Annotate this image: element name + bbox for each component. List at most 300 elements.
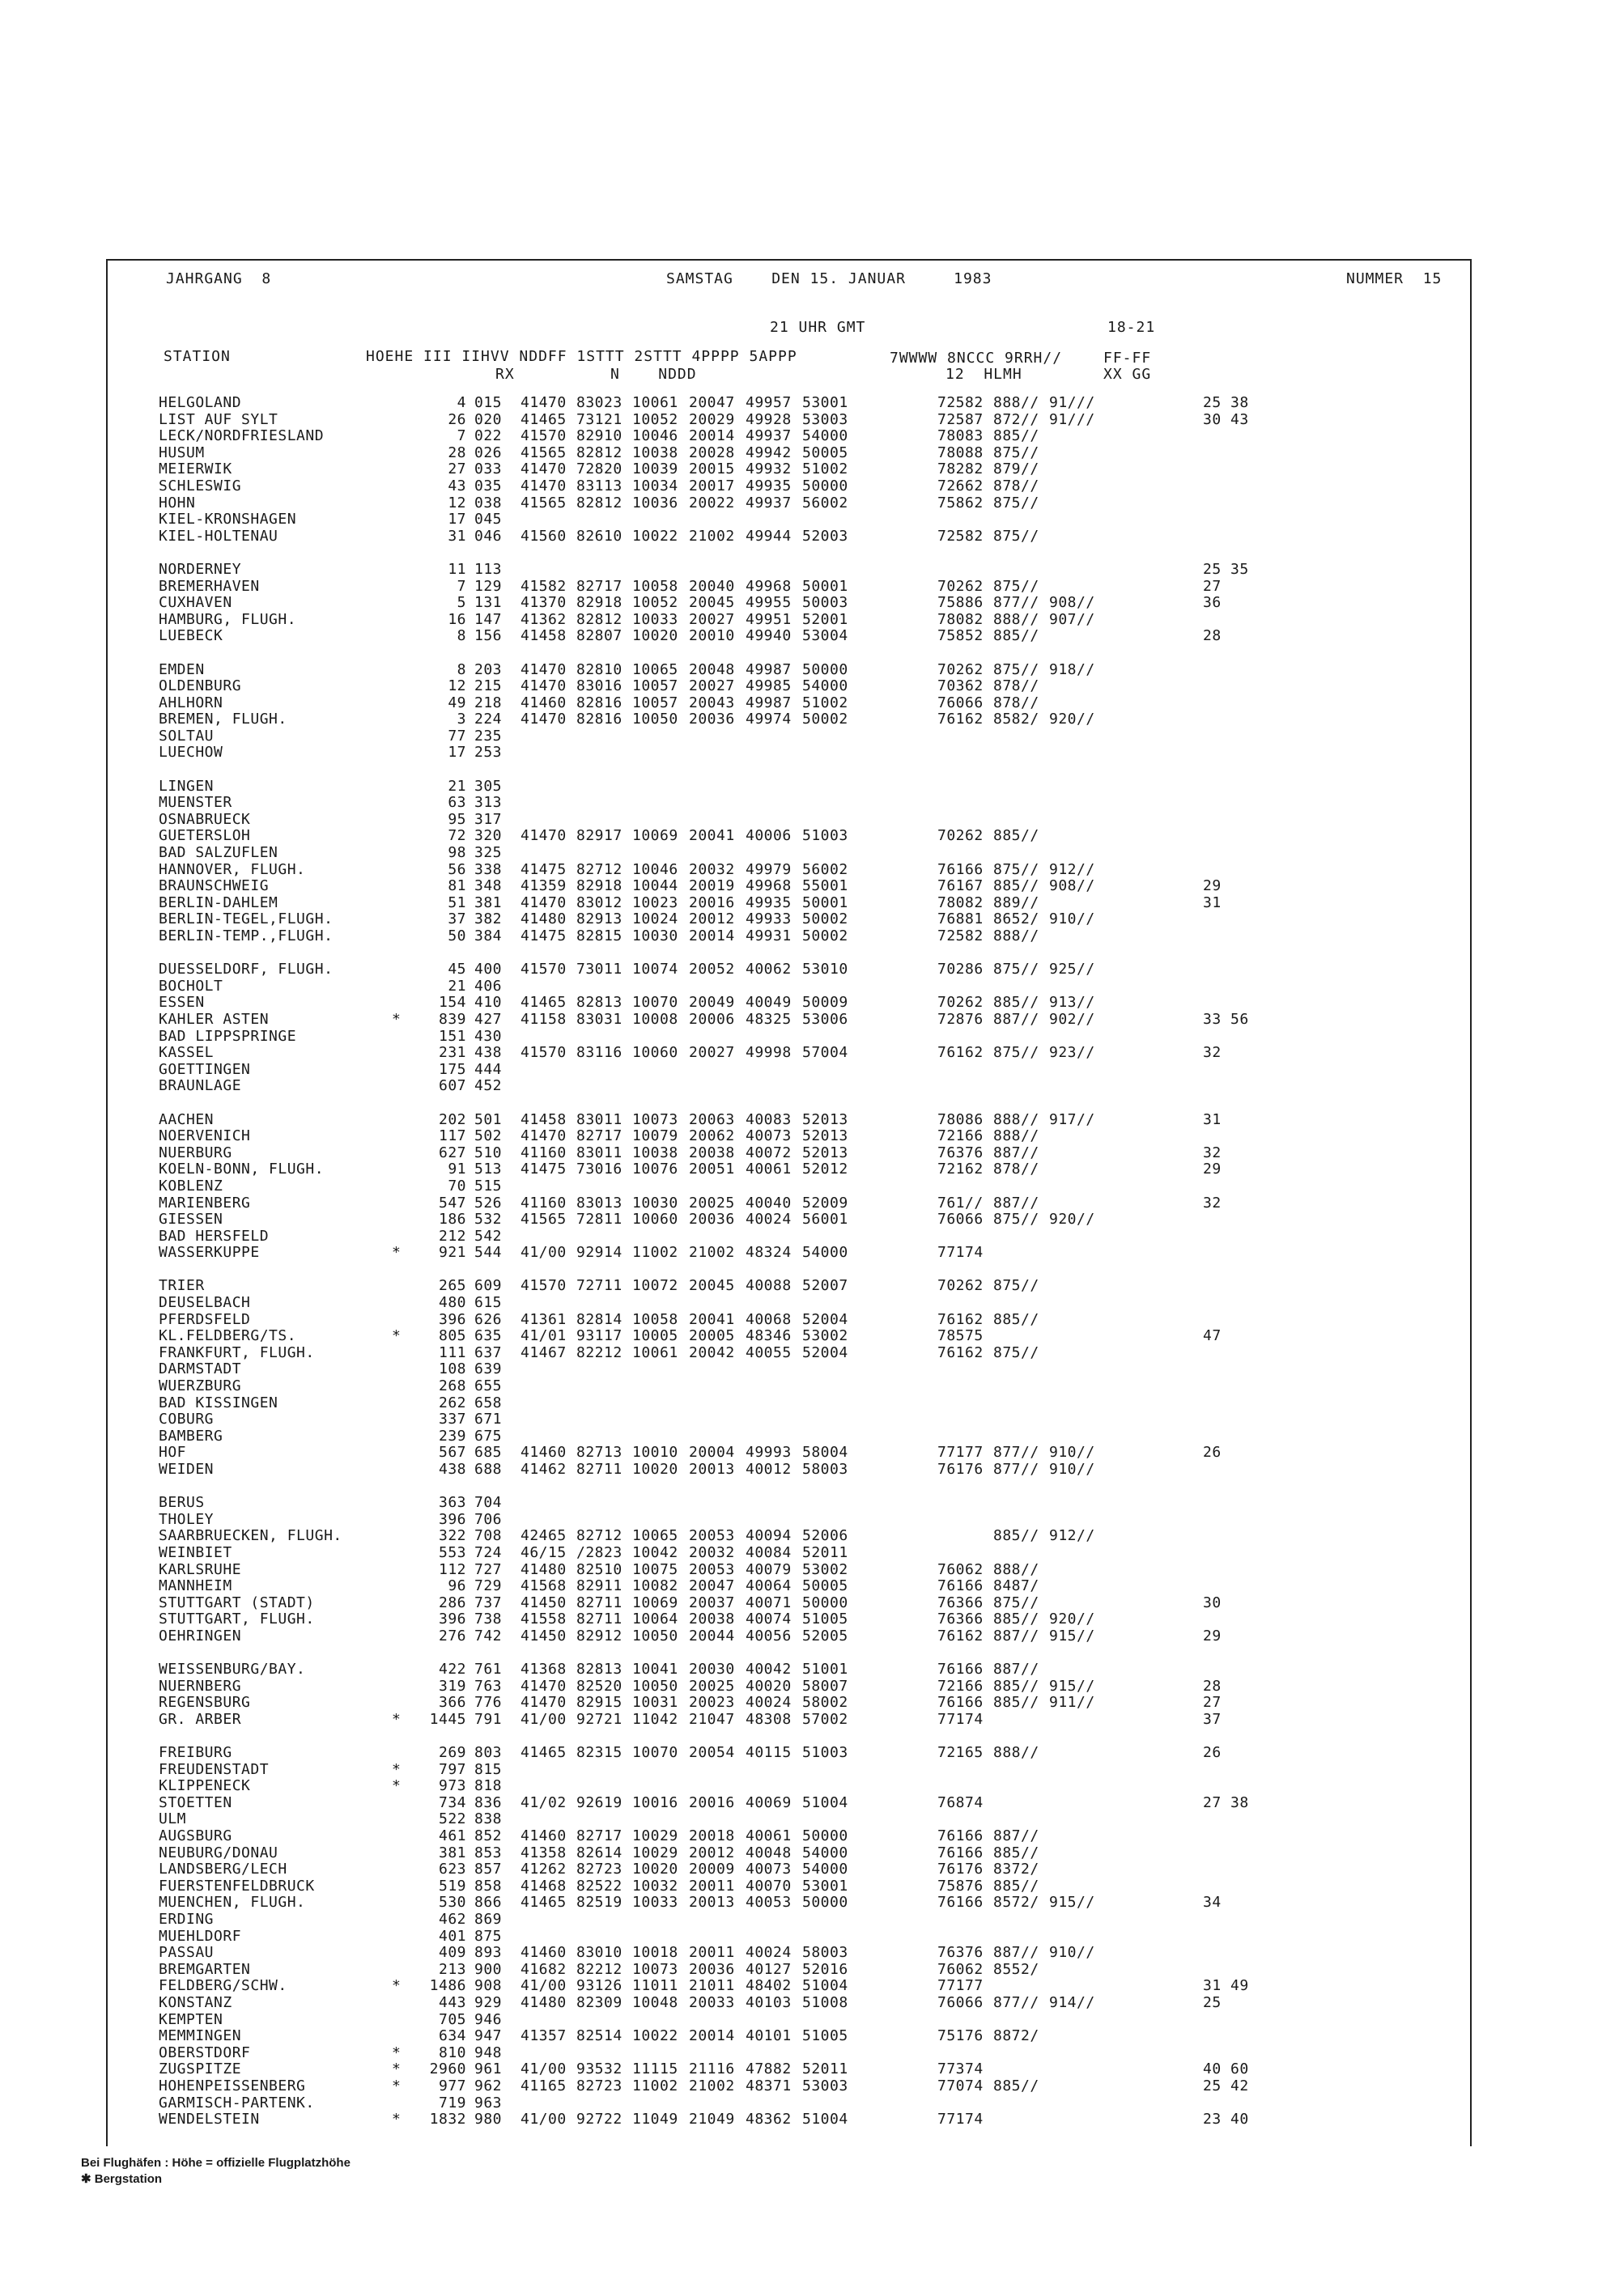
synop-group: 58007 xyxy=(802,1677,848,1695)
station-name: KARLSRUHE xyxy=(159,1560,242,1578)
weather-group: 875// xyxy=(993,443,1039,461)
weather-group: 915// xyxy=(1049,1677,1095,1695)
weather-group: 878// xyxy=(993,477,1039,494)
synop-group: 20014 xyxy=(689,427,735,445)
station-height: 239 xyxy=(438,1427,466,1445)
synop-group: 41565 xyxy=(521,494,567,511)
gust-column-subheader: XX GG xyxy=(1103,366,1152,383)
station-height: 401 xyxy=(438,1927,466,1945)
synop-group: 48308 xyxy=(746,1710,792,1728)
footnote-mountain-station: ✱ Bergstation xyxy=(81,2172,163,2186)
station-id: 218 xyxy=(474,694,503,711)
wind-gust: 31 xyxy=(1203,1110,1222,1128)
station-id: 026 xyxy=(474,443,503,461)
synop-group: 49932 xyxy=(746,460,792,478)
station-name: LINGEN xyxy=(159,777,215,795)
synop-group: 41370 xyxy=(521,594,567,612)
station-id: 869 xyxy=(474,1911,503,1929)
weather-group: 72582 xyxy=(937,394,984,411)
station-name: OSNABRUECK xyxy=(159,810,251,828)
synop-group: 41570 xyxy=(521,1044,567,1062)
synop-group: 10031 xyxy=(632,1694,678,1712)
synop-group: 41460 xyxy=(521,1444,567,1462)
weather-group: 889// xyxy=(993,893,1039,911)
synop-group: 82913 xyxy=(576,910,623,928)
synop-group: 82812 xyxy=(576,494,623,511)
station-name: FUERSTENFELDBRUCK xyxy=(159,1877,315,1895)
synop-group: 40071 xyxy=(746,1594,792,1611)
weather-group: 914// xyxy=(1049,1994,1095,2011)
synop-group: 58004 xyxy=(802,1444,848,1462)
station-id: 727 xyxy=(474,1560,503,1578)
weather-group: 76166 xyxy=(937,1694,984,1712)
synop-group: 82514 xyxy=(576,2027,623,2045)
station-height: 705 xyxy=(438,2010,466,2028)
station-name: MUEHLDORF xyxy=(159,1927,242,1945)
station-height: 269 xyxy=(438,1744,466,1762)
synop-group: 10023 xyxy=(632,893,678,911)
station-id: 724 xyxy=(474,1543,503,1561)
station-id: 444 xyxy=(474,1060,503,1078)
station-height: 805 xyxy=(438,1327,466,1345)
station-id: 224 xyxy=(474,711,503,728)
synop-group: 82910 xyxy=(576,427,623,445)
weather-group: 8652/ xyxy=(993,910,1039,928)
synop-group: 41361 xyxy=(521,1310,567,1328)
weather-group: 885// xyxy=(993,1527,1039,1545)
station-id: 929 xyxy=(474,1994,503,2011)
synop-group: 41358 xyxy=(521,1844,567,1861)
synop-group: 41160 xyxy=(521,1194,567,1212)
station-id: 022 xyxy=(474,427,503,445)
station-height: 96 xyxy=(448,1577,466,1595)
weather-group: 70262 xyxy=(937,994,984,1012)
synop-group: 50003 xyxy=(802,594,848,612)
synop-group: 41480 xyxy=(521,1560,567,1578)
station-id: 515 xyxy=(474,1177,503,1195)
synop-group: 20009 xyxy=(689,1861,735,1878)
station-id: 852 xyxy=(474,1827,503,1845)
station-height: 8 xyxy=(457,660,466,678)
synop-group: 40084 xyxy=(746,1543,792,1561)
station-id: 532 xyxy=(474,1211,503,1229)
weather-group: 75852 xyxy=(937,627,984,645)
synop-group: 49933 xyxy=(746,910,792,928)
synop-group: 20010 xyxy=(689,627,735,645)
station-height: 268 xyxy=(438,1377,466,1395)
station-height: 31 xyxy=(448,527,466,545)
station-name: STOETTEN xyxy=(159,1793,232,1811)
synop-group: 10061 xyxy=(632,1343,678,1361)
weather-group: 918// xyxy=(1049,660,1095,678)
synop-group: 20006 xyxy=(689,1010,735,1028)
synop-group: 41565 xyxy=(521,443,567,461)
station-id: 961 xyxy=(474,2060,503,2078)
weather-group: 887// xyxy=(993,1627,1039,1645)
wind-gust: 29 xyxy=(1203,1627,1222,1645)
station-name: WASSERKUPPE xyxy=(159,1244,260,1262)
wind-gust: 25 38 xyxy=(1203,394,1249,411)
station-height: 17 xyxy=(448,511,466,528)
mountain-station-marker: * xyxy=(392,2043,402,2061)
synop-group: 10065 xyxy=(632,660,678,678)
station-name: FELDBERG/SCHW. xyxy=(159,1977,287,1995)
synop-group: 82212 xyxy=(576,1343,623,1361)
synop-group: 20013 xyxy=(689,1461,735,1478)
synop-group: 10046 xyxy=(632,427,678,445)
synop-group: 20012 xyxy=(689,1844,735,1861)
synop-group: 20043 xyxy=(689,694,735,711)
synop-group: 40079 xyxy=(746,1560,792,1578)
weather-group: 878// xyxy=(993,677,1039,695)
synop-group: 10029 xyxy=(632,1844,678,1861)
station-height: 111 xyxy=(438,1343,466,1361)
station-name: STUTTGART (STADT) xyxy=(159,1594,315,1611)
synop-group: 50001 xyxy=(802,577,848,595)
synop-group: 41470 xyxy=(521,1677,567,1695)
synop-group: 40024 xyxy=(746,1944,792,1962)
synop-group: 53002 xyxy=(802,1560,848,1578)
station-id: 502 xyxy=(474,1127,503,1145)
synop-group: 40070 xyxy=(746,1877,792,1895)
weather-group: 888// xyxy=(993,610,1039,628)
station-id: 637 xyxy=(474,1343,503,1361)
weather-group: 72582 xyxy=(937,927,984,944)
synop-group: 20038 xyxy=(689,1611,735,1628)
wind-gust: 23 40 xyxy=(1203,2111,1249,2128)
station-id: 338 xyxy=(474,860,503,878)
synop-group: 40127 xyxy=(746,1960,792,1978)
synop-group: 40024 xyxy=(746,1694,792,1712)
weather-group: 875// xyxy=(993,1594,1039,1611)
observation-period: 18-21 xyxy=(1107,319,1156,336)
synop-group: 41470 xyxy=(521,460,567,478)
synop-group: 10076 xyxy=(632,1161,678,1178)
synop-group: 10069 xyxy=(632,827,678,845)
station-name: LECK/NORDFRIESLAND xyxy=(159,427,325,445)
synop-group: 41480 xyxy=(521,1994,567,2011)
wind-gust: 27 38 xyxy=(1203,1793,1249,1811)
station-id: 384 xyxy=(474,927,503,944)
synop-group: 50002 xyxy=(802,711,848,728)
synop-group: 40103 xyxy=(746,1994,792,2011)
station-id: 815 xyxy=(474,1760,503,1778)
weather-group: 76162 xyxy=(937,1310,984,1328)
synop-group: 20019 xyxy=(689,877,735,895)
station-id: 501 xyxy=(474,1110,503,1128)
synop-group: 41465 xyxy=(521,994,567,1012)
synop-group: 49935 xyxy=(746,477,792,494)
station-id: 147 xyxy=(474,610,503,628)
synop-group: 20027 xyxy=(689,1044,735,1062)
synop-group: 41/00 xyxy=(521,2060,567,2078)
station-name: HANNOVER, FLUGH. xyxy=(159,860,306,878)
station-height: 21 xyxy=(448,977,466,995)
synop-group: 50000 xyxy=(802,1827,848,1845)
station-height: 1832 xyxy=(429,2111,466,2128)
synop-group: 41475 xyxy=(521,860,567,878)
synop-group: 41470 xyxy=(521,827,567,845)
synop-group: 10016 xyxy=(632,1793,678,1811)
synop-group: 20025 xyxy=(689,1194,735,1212)
mountain-station-marker: * xyxy=(392,1760,402,1778)
station-name: NOERVENICH xyxy=(159,1127,251,1145)
weather-group: 885// xyxy=(993,827,1039,845)
station-name: AHLHORN xyxy=(159,694,223,711)
weather-group: 76162 xyxy=(937,1627,984,1645)
weather-group: 77074 xyxy=(937,2077,984,2094)
synop-group: 52004 xyxy=(802,1343,848,1361)
synop-group: 48402 xyxy=(746,1977,792,1995)
synop-group: 52004 xyxy=(802,1310,848,1328)
station-height: 112 xyxy=(438,1560,466,1578)
weather-group: 75862 xyxy=(937,494,984,511)
mountain-station-marker: * xyxy=(392,1977,402,1995)
synop-group: 51003 xyxy=(802,1744,848,1762)
station-name: WUERZBURG xyxy=(159,1377,242,1395)
station-id: 948 xyxy=(474,2043,503,2061)
weather-group: 70286 xyxy=(937,961,984,978)
station-name: WEIDEN xyxy=(159,1461,215,1478)
synop-group: 20029 xyxy=(689,410,735,428)
synop-group: 49931 xyxy=(746,927,792,944)
synop-group: 82717 xyxy=(576,577,623,595)
synop-group: 82520 xyxy=(576,1677,623,1695)
station-name: KL.FELDBERG/TS. xyxy=(159,1327,297,1345)
station-height: 522 xyxy=(438,1810,466,1828)
synop-group: 82815 xyxy=(576,927,623,944)
station-name: KONSTANZ xyxy=(159,1994,232,2011)
synop-group: 49957 xyxy=(746,394,792,411)
synop-group: 82723 xyxy=(576,1861,623,1878)
synop-group: 52013 xyxy=(802,1144,848,1161)
station-height: 519 xyxy=(438,1877,466,1895)
weather-group: 8552/ xyxy=(993,1960,1039,1978)
synop-group: 21002 xyxy=(689,2077,735,2094)
weather-group: 910// xyxy=(1049,1461,1095,1478)
synop-group: 49951 xyxy=(746,610,792,628)
station-id: 738 xyxy=(474,1611,503,1628)
synop-group: 83113 xyxy=(576,477,623,494)
weather-group: 76366 xyxy=(937,1594,984,1611)
synop-group: 51003 xyxy=(802,827,848,845)
station-name: AUGSBURG xyxy=(159,1827,232,1845)
station-name: TRIER xyxy=(159,1277,205,1295)
station-id: 215 xyxy=(474,677,503,695)
synop-group: 82813 xyxy=(576,994,623,1012)
station-id: 803 xyxy=(474,1744,503,1762)
synop-group: 20011 xyxy=(689,1877,735,1895)
synop-group: 82717 xyxy=(576,1827,623,1845)
weather-group: 885// xyxy=(993,1877,1039,1895)
weather-column-subheader: 12 HLMH xyxy=(945,366,1022,383)
station-name: NUERNBERG xyxy=(159,1677,242,1695)
weather-group: 887// xyxy=(993,1194,1039,1212)
station-height: 91 xyxy=(448,1161,466,1178)
synop-group: 58003 xyxy=(802,1944,848,1962)
synop-group: 73011 xyxy=(576,961,623,978)
synop-group: 82917 xyxy=(576,827,623,845)
weather-group: 70262 xyxy=(937,1277,984,1295)
gust-column-header: FF-FF xyxy=(1103,350,1152,367)
station-id: 866 xyxy=(474,1894,503,1912)
station-name: CUXHAVEN xyxy=(159,594,232,612)
synop-group: 52016 xyxy=(802,1960,848,1978)
mountain-station-marker: * xyxy=(392,1710,402,1728)
weather-group: 8872/ xyxy=(993,2027,1039,2045)
weather-group: 875// xyxy=(993,660,1039,678)
wind-gust: 26 xyxy=(1203,1444,1222,1462)
synop-group: 10038 xyxy=(632,443,678,461)
station-height: 77 xyxy=(448,727,466,745)
synop-group: 48324 xyxy=(746,1244,792,1262)
weather-group: 8582/ xyxy=(993,711,1039,728)
synop-group: 10034 xyxy=(632,477,678,494)
station-id: 635 xyxy=(474,1327,503,1345)
station-height: 1486 xyxy=(429,1977,466,1995)
synop-group: 92619 xyxy=(576,1793,623,1811)
station-name: BRAUNSCHWEIG xyxy=(159,877,270,895)
synop-group: 11115 xyxy=(632,2060,678,2078)
synop-group: 40040 xyxy=(746,1194,792,1212)
weather-group: 77177 xyxy=(937,1444,984,1462)
wind-gust: 31 xyxy=(1203,893,1222,911)
weather-group: 78088 xyxy=(937,443,984,461)
synop-group: 49942 xyxy=(746,443,792,461)
synop-group: 40061 xyxy=(746,1161,792,1178)
weather-group: 761// xyxy=(937,1194,984,1212)
synop-group: 49987 xyxy=(746,694,792,711)
station-id: 045 xyxy=(474,511,503,528)
station-id: 671 xyxy=(474,1411,503,1428)
weather-group: 78575 xyxy=(937,1327,984,1345)
station-height: 56 xyxy=(448,860,466,878)
synop-group: 82610 xyxy=(576,527,623,545)
synop-group: 41458 xyxy=(521,1110,567,1128)
station-height: 363 xyxy=(438,1494,466,1512)
station-id: 857 xyxy=(474,1861,503,1878)
synop-group: 82812 xyxy=(576,443,623,461)
synop-group: 83116 xyxy=(576,1044,623,1062)
synop-group: 49985 xyxy=(746,677,792,695)
synop-group: 40094 xyxy=(746,1527,792,1545)
station-name: GOETTINGEN xyxy=(159,1060,251,1078)
station-height: 623 xyxy=(438,1861,466,1878)
synop-group: 20038 xyxy=(689,1144,735,1161)
station-id: 858 xyxy=(474,1877,503,1895)
station-name: FREIBURG xyxy=(159,1744,232,1762)
synop-group: 82812 xyxy=(576,610,623,628)
station-height: 212 xyxy=(438,1227,466,1245)
weather-group: 76166 xyxy=(937,1827,984,1845)
weather-group: 76167 xyxy=(937,877,984,895)
synop-group: 41475 xyxy=(521,1161,567,1178)
weather-group: 76062 xyxy=(937,1560,984,1578)
synop-group: 82915 xyxy=(576,1694,623,1712)
station-height: 530 xyxy=(438,1894,466,1912)
synop-group: 41460 xyxy=(521,1944,567,1962)
synop-group: 54000 xyxy=(802,677,848,695)
synop-group: 41470 xyxy=(521,477,567,494)
synop-group: 82315 xyxy=(576,1744,623,1762)
synop-group: 20062 xyxy=(689,1127,735,1145)
synop-group: 93126 xyxy=(576,1977,623,1995)
station-id: 400 xyxy=(474,961,503,978)
station-name: BOCHOLT xyxy=(159,977,223,995)
synop-group: 41357 xyxy=(521,2027,567,2045)
station-id: 542 xyxy=(474,1227,503,1245)
station-name: WEISSENBURG/BAY. xyxy=(159,1661,306,1678)
synop-group: 82717 xyxy=(576,1127,623,1145)
mountain-station-marker: * xyxy=(392,1327,402,1345)
weather-group: 76881 xyxy=(937,910,984,928)
station-name: MEIERWIK xyxy=(159,460,232,478)
weather-group: 875// xyxy=(993,1343,1039,1361)
station-height: 396 xyxy=(438,1611,466,1628)
weather-group: 875// xyxy=(993,527,1039,545)
synop-group: 10058 xyxy=(632,577,678,595)
station-id: 235 xyxy=(474,727,503,745)
station-id: 035 xyxy=(474,477,503,494)
synop-group: 20041 xyxy=(689,827,735,845)
synop-group: 20013 xyxy=(689,1894,735,1912)
station-height: 322 xyxy=(438,1527,466,1545)
synop-group: 10032 xyxy=(632,1877,678,1895)
synop-group: 82522 xyxy=(576,1877,623,1895)
station-height: 422 xyxy=(438,1661,466,1678)
station-name: MEMMINGEN xyxy=(159,2027,242,2045)
weather-column-header: 7WWWW 8NCCC 9RRH// xyxy=(890,350,1063,367)
synop-group: 56002 xyxy=(802,860,848,878)
synop-group: 20033 xyxy=(689,1994,735,2011)
synop-group: 41470 xyxy=(521,1694,567,1712)
station-height: 1445 xyxy=(429,1710,466,1728)
station-id: 875 xyxy=(474,1927,503,1945)
wind-gust: 30 xyxy=(1203,1594,1222,1611)
synop-group: 83011 xyxy=(576,1110,623,1128)
synop-group: 10044 xyxy=(632,877,678,895)
station-height: 977 xyxy=(438,2077,466,2094)
synop-group: 40074 xyxy=(746,1611,792,1628)
weather-group: 888// xyxy=(993,927,1039,944)
synop-group: 92914 xyxy=(576,1244,623,1262)
wind-gust: 28 xyxy=(1203,627,1222,645)
synop-group: 41/00 xyxy=(521,1710,567,1728)
synop-group: 20014 xyxy=(689,2027,735,2045)
station-height: 72 xyxy=(448,827,466,845)
station-name: BAD KISSINGEN xyxy=(159,1394,278,1411)
station-name: PFERDSFELD xyxy=(159,1310,251,1328)
station-id: 325 xyxy=(474,844,503,862)
station-height: 337 xyxy=(438,1411,466,1428)
station-name: STUTTGART, FLUGH. xyxy=(159,1611,315,1628)
station-id: 742 xyxy=(474,1627,503,1645)
synop-group: 10048 xyxy=(632,1994,678,2011)
synop-group: 49937 xyxy=(746,427,792,445)
station-id: 305 xyxy=(474,777,503,795)
synop-group: 40073 xyxy=(746,1127,792,1145)
synop-group: 41470 xyxy=(521,660,567,678)
synop-group: 82712 xyxy=(576,860,623,878)
wind-gust: 27 xyxy=(1203,577,1222,595)
synop-group: 20032 xyxy=(689,1543,735,1561)
station-height: 231 xyxy=(438,1044,466,1062)
weather-group: 920// xyxy=(1049,1611,1095,1628)
weather-group: 77177 xyxy=(937,1977,984,1995)
station-name: HOHN xyxy=(159,494,196,511)
synop-group: 20023 xyxy=(689,1694,735,1712)
synop-group: 10060 xyxy=(632,1211,678,1229)
